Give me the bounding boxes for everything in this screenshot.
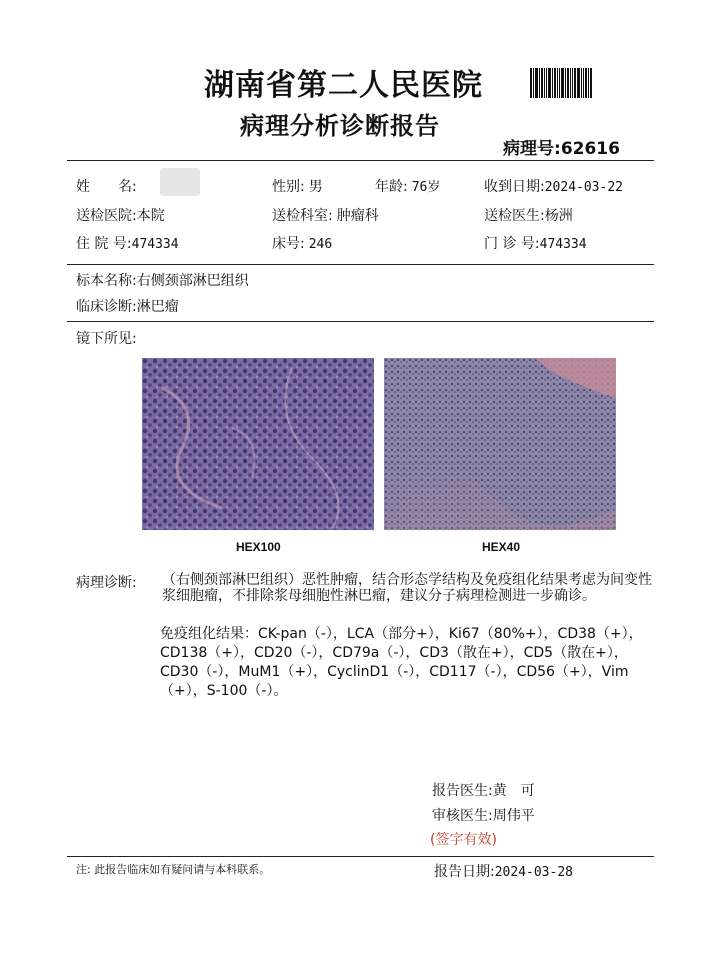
outpatient-number-value: 474334 [539,237,587,252]
redacted-name [160,168,200,196]
inpatient-number-label: 住 院 号: [76,236,132,252]
specimen-value: 右侧颈部淋巴组织 [136,273,249,289]
clinical-diagnosis-label: 临床诊断: [76,299,137,315]
clinical-diagnosis-value: 淋巴瘤 [136,299,179,315]
pathology-number-value: 62616 [560,139,620,159]
immunohistochemistry-results: 免疫组化结果：CK-pan（-），LCA（部分+），Ki67（80%+），CD38（+），CD138（+），CD20（-），CD79a（-），CD3（散在+），CD5（散在+），CD30（-），MuM1（+），CyclinD1（-），CD117（-），CD56（+），Vim（+），S-100（-）。 [160,626,643,699]
pathology-diagnosis-text: （右侧颈部淋巴组织）恶性肿瘤，结合形态学结构及免疫组化结果考虑为间变性浆细胞瘤，不排除浆母细胞性淋巴瘤，建议分子病理检测进一步确诊。 [162,572,652,604]
histology-image-hex100 [142,358,374,530]
report-doctor-field [432,780,535,800]
divider [67,856,654,857]
sending-hospital-value: 本院 [136,208,165,224]
outpatient-number-field [484,233,587,253]
pathology-number-label: 病理号: [503,139,561,159]
divider [67,264,654,265]
age-label: 年龄: [375,179,408,195]
inpatient-number-value: 474334 [131,237,179,252]
divider [67,321,654,322]
pathology-diagnosis-label: 病理诊断: [76,575,137,591]
report-date-field [434,861,573,881]
histology-image-hex40 [384,358,616,530]
sending-doctor-value: 杨洲 [544,208,573,224]
review-doctor-value: 周伟平 [492,808,535,824]
report-date-label: 报告日期: [434,864,495,880]
sending-doctor-label: 送检医生: [484,208,545,224]
patient-name-label: 姓 名: [76,179,137,195]
sex-value: 男 [308,179,323,195]
bed-number-label: 床号: [272,236,305,252]
department-label: 送检科室: [272,208,333,224]
signature-valid-note: (签字有效) [430,832,497,848]
bed-number-field [272,233,332,253]
department-value: 肿瘤科 [336,208,379,224]
clinical-diagnosis-field [76,296,179,316]
report-doctor-label: 报告医生: [432,783,493,799]
hospital-name: 湖南省第二人民医院 [204,68,483,103]
sending-hospital-label: 送检医院: [76,208,137,224]
report-title: 病理分析诊断报告 [240,111,440,140]
bed-number-value: 246 [308,237,333,252]
sending-hospital-field [76,205,165,225]
review-doctor-field [432,805,535,825]
department-field [272,205,379,225]
specimen-field [76,270,249,290]
age-field [375,176,440,196]
divider [67,160,654,161]
sex-field [272,176,323,196]
inpatient-number-field [76,233,179,253]
footer-note: 注: 此报告临床如有疑问请与本科联系。 [76,863,271,876]
outpatient-number-label: 门 诊 号: [484,236,540,252]
image-caption-hex40: HEX40 [482,540,521,554]
received-date-field [484,176,623,196]
microscopy-label: 镜下所见: [76,331,137,347]
sex-label: 性别: [272,179,305,195]
barcode [530,68,602,98]
specimen-label: 标本名称: [76,273,137,289]
report-doctor-value: 黄 可 [492,783,535,799]
received-date-value: 2024-03-22 [544,180,623,195]
pathology-number [503,134,620,159]
age-value: 76岁 [411,180,441,195]
received-date-label: 收到日期: [484,179,545,195]
review-doctor-label: 审核医生: [432,808,493,824]
sending-doctor-field [484,205,573,225]
report-date-value: 2024-03-28 [494,865,573,880]
image-caption-hex100: HEX100 [236,540,281,554]
